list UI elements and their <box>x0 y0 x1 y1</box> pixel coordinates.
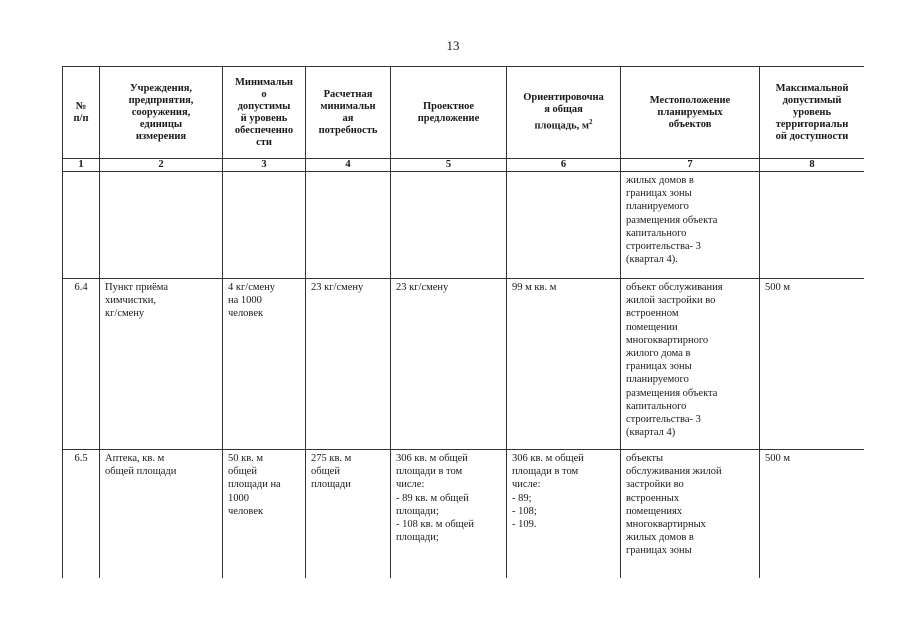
cell-area: 99 м кв. м <box>507 279 621 450</box>
cell-proposal: 306 кв. м общей площади в том числе: - 89 кв. м общей площади; - 108 кв. м общей площади; <box>391 450 507 579</box>
cell-institution: Аптека, кв. м общей площади <box>100 450 223 579</box>
header-area <box>507 67 621 159</box>
cell-area: 306 кв. м общей площади в том числе: - 89; - 108; - 109. <box>507 450 621 579</box>
cell-access: 500 м <box>760 450 865 579</box>
cell-institution <box>100 172 223 279</box>
column-number: 2 <box>100 159 223 172</box>
cell-access: 500 м <box>760 279 865 450</box>
page-number: 13 <box>446 38 460 53</box>
cell-calc-need: 23 кг/смену <box>306 279 391 450</box>
header-location: Местоположение планируемых объектов <box>621 67 760 159</box>
cell-location: жилых домов в границах зоны планируемого размещения объекта капитального строительства- 3 (квартал 4). <box>621 172 760 279</box>
table-row <box>63 279 865 450</box>
table-row <box>63 172 865 279</box>
cell-institution: Пункт приёма химчистки, кг/смену <box>100 279 223 450</box>
column-number: 1 <box>63 159 100 172</box>
header-calc-need: Расчетная минимальн ая потребность <box>306 67 391 159</box>
cell-access <box>760 172 865 279</box>
column-number: 8 <box>760 159 865 172</box>
column-number: 5 <box>391 159 507 172</box>
cell-min-level: 4 кг/смену на 1000 человек <box>223 279 306 450</box>
column-number: 3 <box>223 159 306 172</box>
column-number: 4 <box>306 159 391 172</box>
cell-location: объекты обслуживания жилой застройки во встроенных помещениях многоквартирных жилых домов в границах зоны <box>621 450 760 579</box>
table-row <box>63 450 865 579</box>
header-area-text: Ориентировочна я общая площадь, м <box>523 92 604 132</box>
column-number: 7 <box>621 159 760 172</box>
cell-calc-need <box>306 172 391 279</box>
planning-table <box>62 66 864 578</box>
header-row <box>63 67 865 159</box>
document-table-wrapper <box>62 66 864 578</box>
cell-min-level <box>223 172 306 279</box>
cell-location: объект обслуживания жилой застройки во встроенном помещении многоквартирного жилого дома в границах зоны планируемого размещения объекта капитального строительства- 3 (квартал 4) <box>621 279 760 450</box>
header-institution: Учреждения, предприятия, сооружения, единицы измерения <box>100 67 223 159</box>
header-proposal: Проектное предложение <box>391 67 507 159</box>
cell-number: 6.5 <box>63 450 100 579</box>
cell-calc-need: 275 кв. м общей площади <box>306 450 391 579</box>
cell-proposal <box>391 172 507 279</box>
cell-min-level: 50 кв. м общей площади на 1000 человек <box>223 450 306 579</box>
cell-area <box>507 172 621 279</box>
header-min-level: Минимальн о допустимы й уровень обеспеченно сти <box>223 67 306 159</box>
header-access: Максимальной допустимый уровень территориальн ой доступности <box>760 67 865 159</box>
header-area-sup: 2 <box>589 118 593 127</box>
cell-number <box>63 172 100 279</box>
column-number-row <box>63 159 865 172</box>
column-number: 6 <box>507 159 621 172</box>
cell-proposal: 23 кг/смену <box>391 279 507 450</box>
header-number: № п/п <box>63 67 100 159</box>
cell-number: 6.4 <box>63 279 100 450</box>
